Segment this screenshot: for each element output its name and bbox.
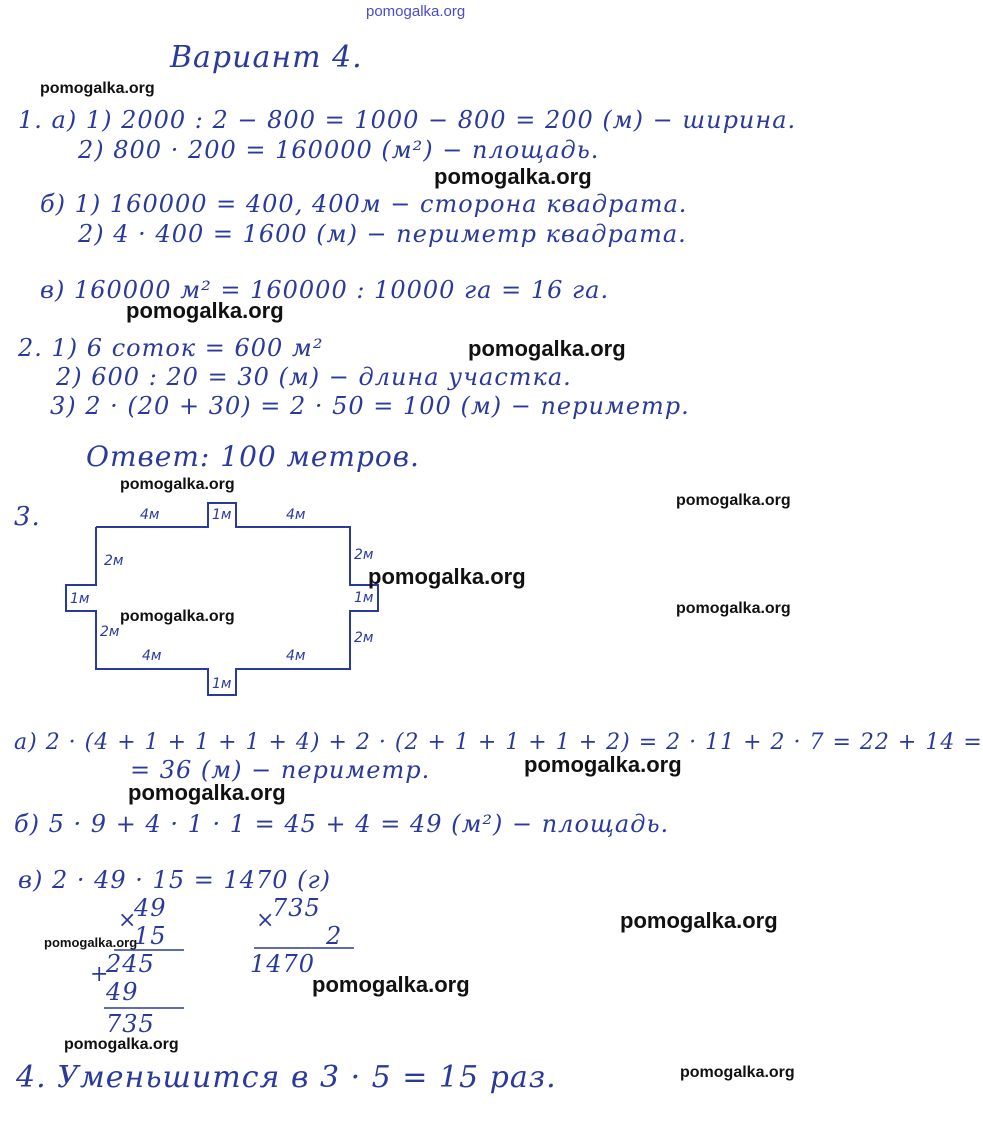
task3-number: 3.: [14, 502, 41, 532]
watermark-top[interactable]: pomogalka.org: [366, 3, 466, 20]
calc1-sign-multiply: ×: [118, 908, 138, 933]
calc2-top: 735: [272, 894, 321, 922]
watermark[interactable]: pomogalka.org: [524, 752, 682, 777]
task1-b-line2: 2) 4 · 400 = 1600 (м) − периметр квадрата.: [78, 220, 687, 248]
label-top-right: 4м: [286, 507, 306, 523]
watermark[interactable]: pomogalka.org: [676, 600, 791, 617]
label-left-lower: 2м: [100, 624, 120, 640]
calc2-multiplier: 2: [326, 922, 343, 950]
watermark[interactable]: pomogalka.org: [676, 492, 791, 509]
task2-line3: 3) 2 · (20 + 30) = 2 · 50 = 100 (м) − периметр.: [50, 392, 690, 420]
calc1-partial1: 245: [106, 950, 155, 978]
calc1-partial2: 49: [106, 978, 139, 1006]
watermark[interactable]: pomogalka.org: [468, 336, 626, 361]
watermark[interactable]: pomogalka.org: [620, 908, 778, 933]
calc1-top: 49: [134, 894, 167, 922]
watermark[interactable]: pomogalka.org: [312, 972, 470, 997]
task3-b-line: б) 5 · 9 + 4 · 1 · 1 = 45 + 4 = 49 (м²) − площадь.: [14, 810, 670, 838]
watermark[interactable]: pomogalka.org: [680, 1064, 795, 1081]
calc1-multiplier: 15: [134, 922, 167, 950]
watermark[interactable]: pomogalka.org: [126, 298, 284, 323]
task3-a-line1: а) 2 · (4 + 1 + 1 + 1 + 4) + 2 · (2 + 1 + 1 + 1 + 2) = 2 · 11 + 2 · 7 = 22 + 14 =: [14, 730, 983, 755]
label-right-lower: 2м: [354, 630, 374, 646]
task2-line2: 2) 600 : 20 = 30 (м) − длина участка.: [56, 363, 572, 391]
watermark[interactable]: pomogalka.org: [64, 1036, 179, 1053]
label-bottom-right: 4м: [286, 648, 306, 664]
label-right-mid: 1м: [354, 590, 374, 606]
watermark[interactable]: pomogalka.org: [44, 935, 138, 950]
task3-c-line: в) 2 · 49 · 15 = 1470 (г): [18, 866, 332, 894]
calc1-result: 735: [106, 1010, 155, 1038]
label-left-upper: 2м: [104, 553, 124, 569]
task1-a-line2: 2) 800 · 200 = 160000 (м²) − площадь.: [78, 136, 600, 164]
task1-c-line: в) 160000 м² = 160000 : 10000 га = 16 га.: [40, 276, 610, 304]
calc1-sign-plus: +: [90, 962, 110, 987]
watermark[interactable]: pomogalka.org: [40, 80, 155, 97]
task1-a-line1: 1. а) 1) 2000 : 2 − 800 = 1000 − 800 = 200 (м) − ширина.: [18, 106, 797, 134]
task4-line: 4. Уменьшится в 3 · 5 = 15 раз.: [16, 1060, 557, 1095]
watermark[interactable]: pomogalka.org: [128, 780, 286, 805]
watermark[interactable]: pomogalka.org: [120, 608, 235, 625]
label-top-left: 4м: [140, 507, 160, 523]
task2-answer: Ответ: 100 метров.: [86, 440, 420, 473]
page-title: Вариант 4.: [170, 40, 363, 75]
calc2-sign-multiply: ×: [256, 908, 276, 933]
watermark[interactable]: pomogalka.org: [120, 476, 235, 493]
task2-line1: 2. 1) 6 соток = 600 м²: [18, 334, 324, 362]
calc2-result: 1470: [250, 950, 316, 978]
label-bottom-mid: 1м: [212, 676, 232, 692]
label-right-upper: 2м: [354, 547, 374, 563]
label-left-mid: 1м: [70, 591, 90, 607]
label-top-mid: 1м: [212, 507, 232, 523]
watermark[interactable]: pomogalka.org: [368, 564, 526, 589]
task3-a-line2: = 36 (м) − периметр.: [130, 756, 431, 784]
task1-b-line1: б) 1) 160000 = 400, 400м − сторона квадрата.: [40, 190, 688, 218]
watermark[interactable]: pomogalka.org: [434, 164, 592, 189]
label-bottom-left: 4м: [142, 648, 162, 664]
